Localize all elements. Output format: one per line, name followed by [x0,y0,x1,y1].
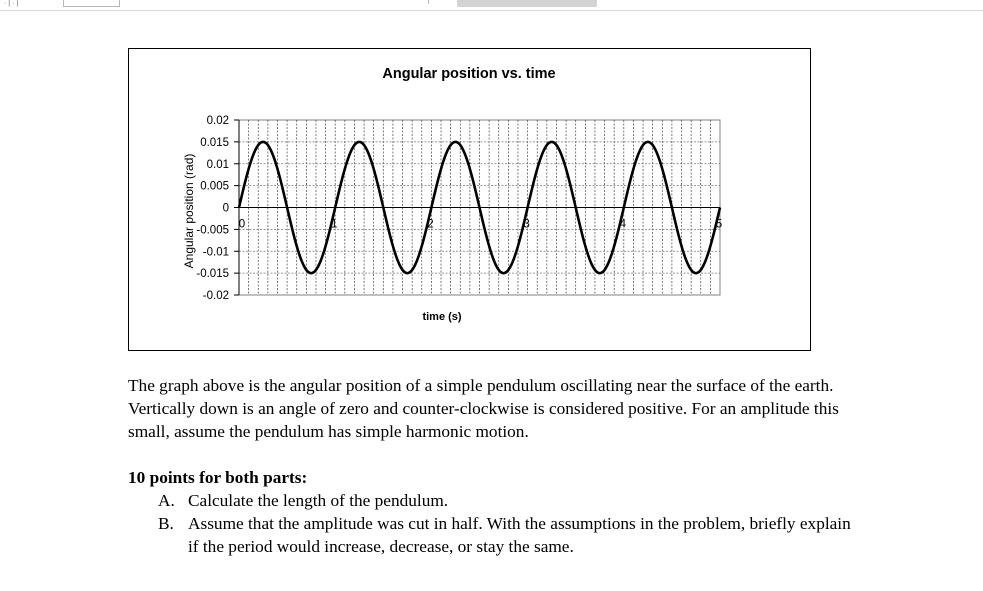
part-a-text: Calculate the length of the pendulum. [188,491,449,510]
toolbar-marks: · | · | [4,0,19,7]
part-b-text: Assume that the amplitude was cut in half. With the assumptions in the problem, briefly explain if the period would increase, decrease, or stay the same. [188,514,851,556]
y-tick-label: 0.005 [200,180,229,193]
y-axis-label: Angular position (rad) [182,153,196,269]
points-heading: 10 points for both parts: [128,468,308,487]
problem-text-block [128,374,858,558]
part-b-label: B. [158,514,174,533]
x-tick-label: 5 [715,218,723,231]
chart-title: Angular position vs. time [382,66,556,82]
toolbar-field[interactable] [63,0,120,7]
problem-description: The graph above is the angular position of a simple pendulum oscillating near the surface of the earth. Vertically down is an angle of zero and counter-clockwise is considered positive. For an amplitude this small, assume the pendulum has simple harmonic motion. [128,376,839,441]
chart [129,49,810,350]
y-tick-label: -0.005 [196,224,229,237]
y-tick-label: 0.01 [206,158,229,171]
y-tick-label: 0.02 [206,115,229,127]
part-a-label: A. [158,491,175,510]
y-tick-label: -0.02 [202,290,229,302]
part-b [128,512,858,558]
toolbar-strip [0,0,983,11]
horizontal-scrollbar-thumb[interactable] [457,0,597,7]
chart-frame [128,48,811,351]
x-tick-label: 3 [523,218,530,231]
y-tick-label: -0.015 [196,268,229,281]
x-tick-label: 4 [619,218,627,231]
y-tick-label: 0.015 [200,136,229,149]
x-tick-label: 2 [427,218,434,231]
y-axis-ticks [196,115,239,302]
toolbar-tick [428,0,429,4]
x-tick-label: 0 [238,218,246,231]
part-a [128,489,858,512]
y-tick-label: -0.01 [202,246,229,259]
y-tick-label: 0 [222,202,229,215]
x-tick-label: 1 [330,218,338,231]
x-axis-label: time (s) [422,311,462,323]
